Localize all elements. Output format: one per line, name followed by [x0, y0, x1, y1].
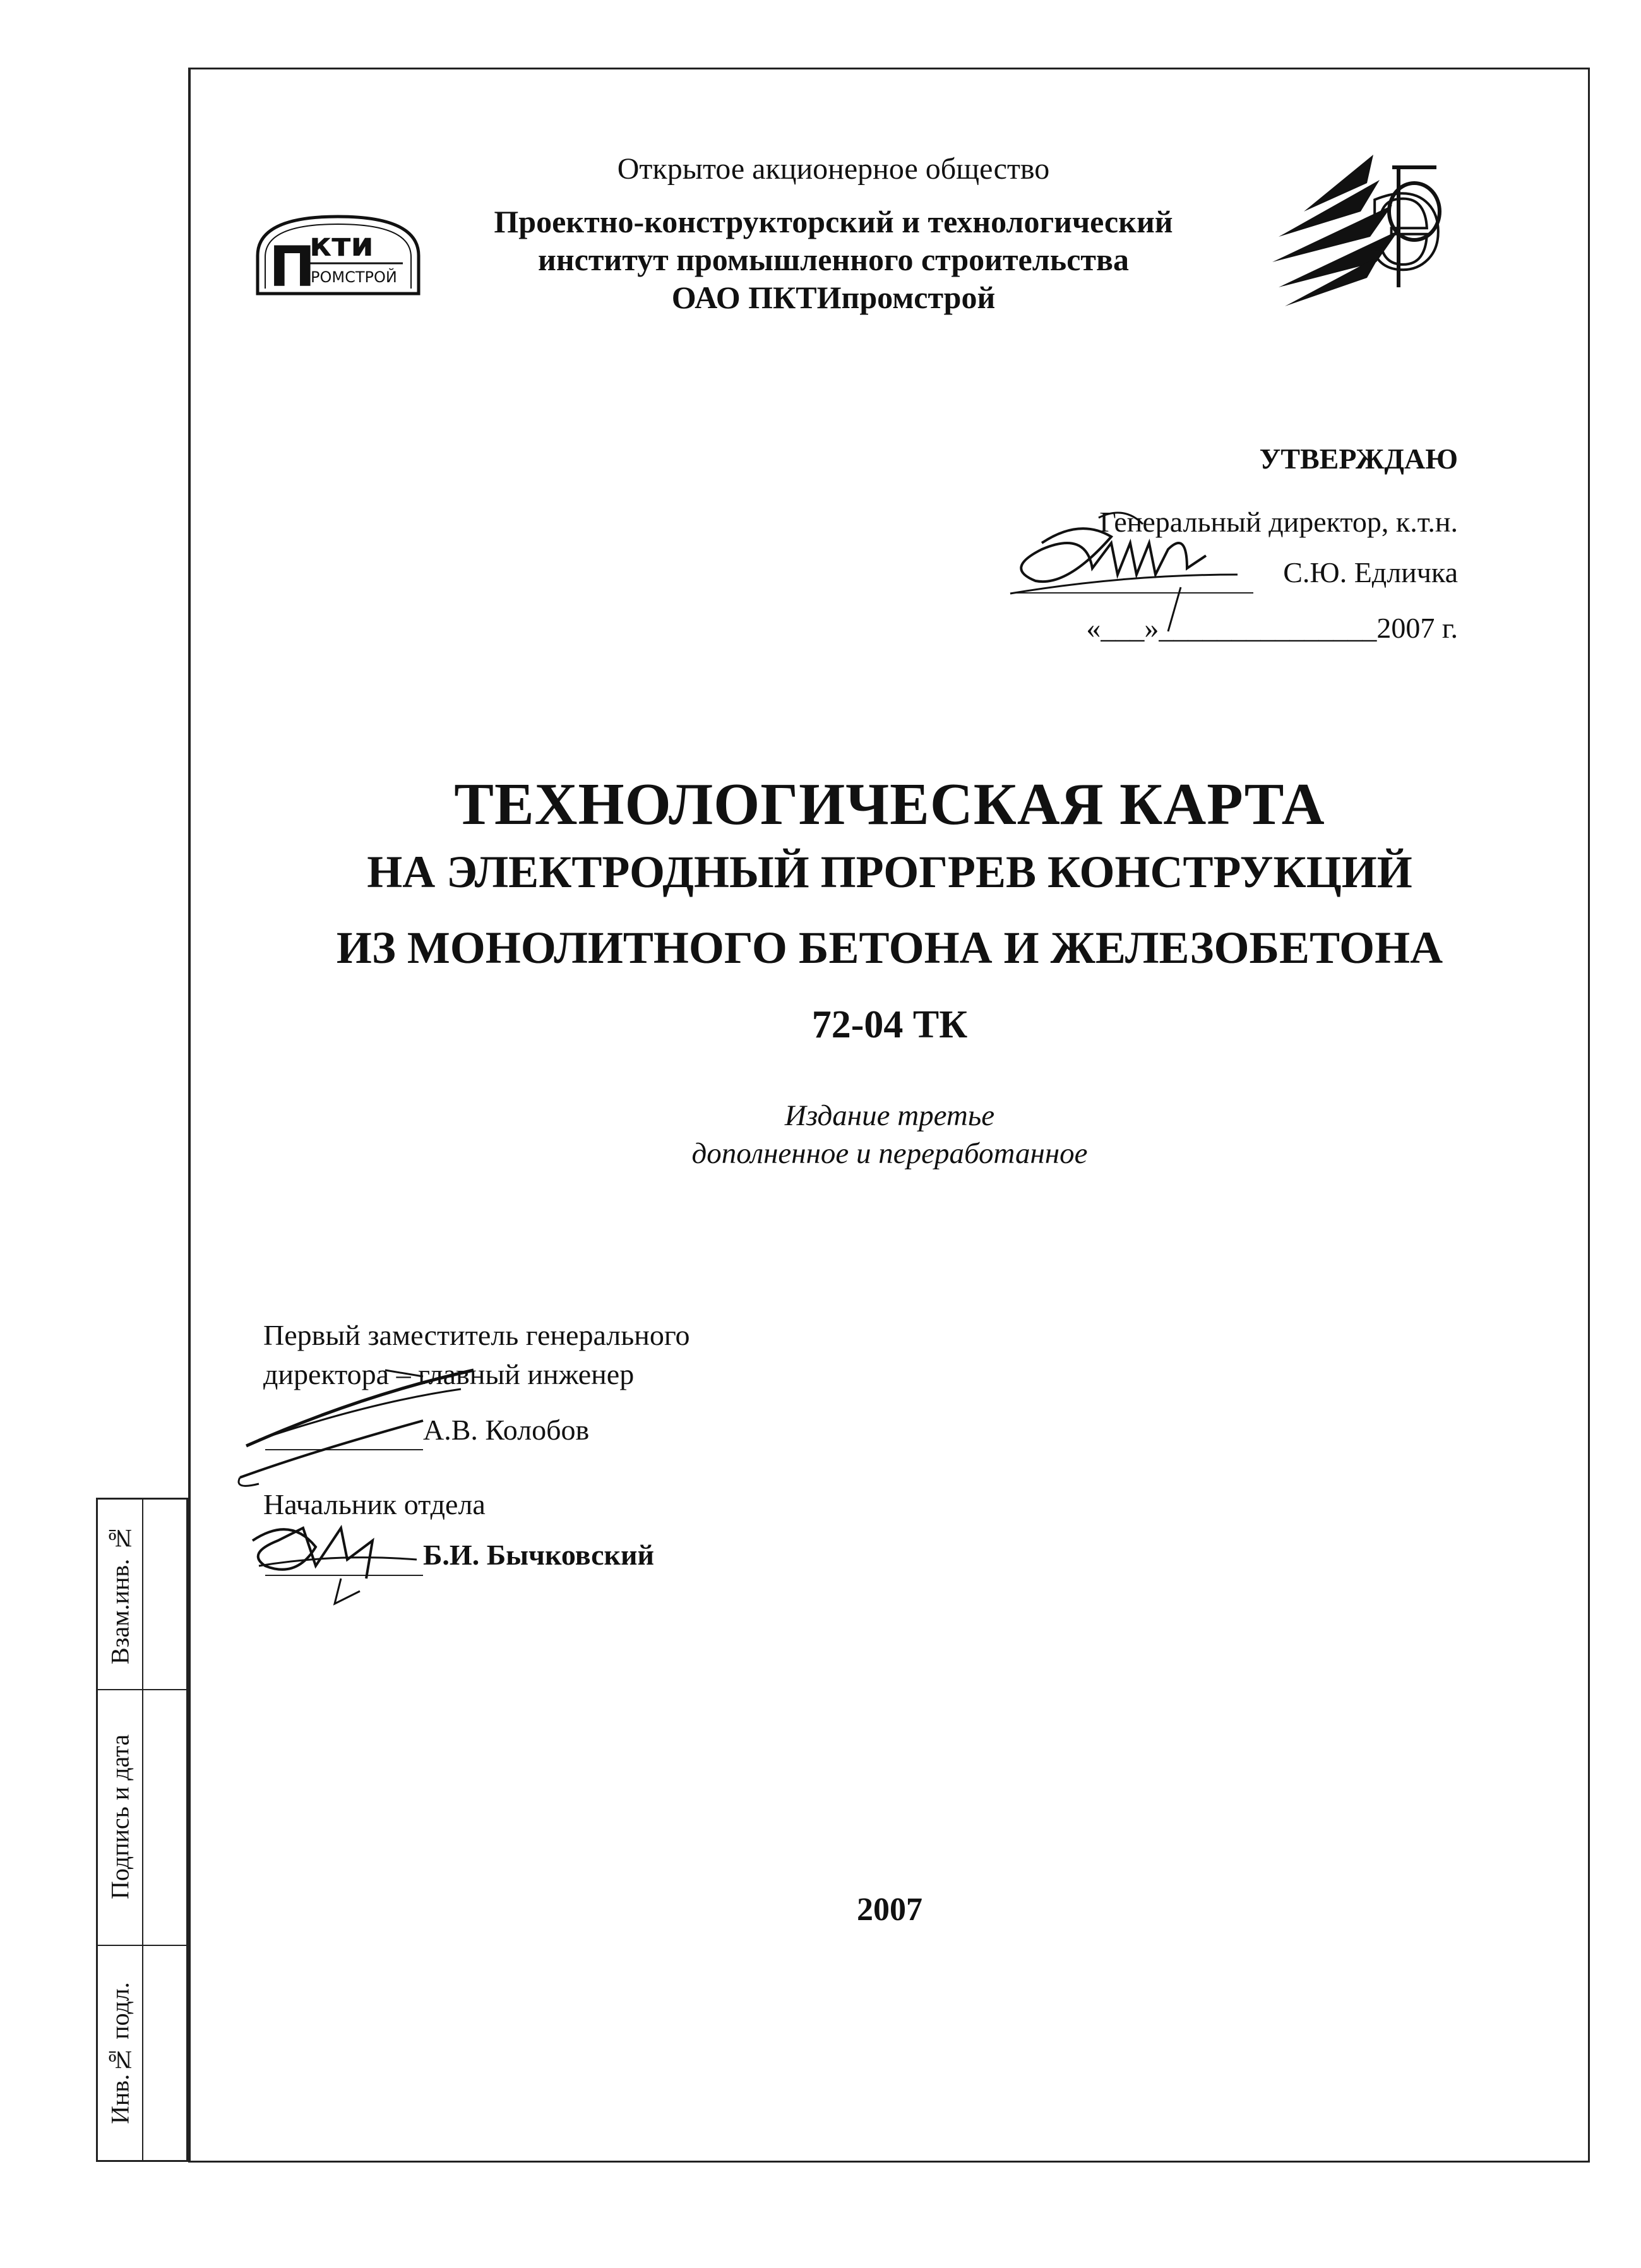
side-stamp-label-signature: Подпись и дата: [105, 1734, 134, 1900]
svg-text:Э: Э: [1367, 174, 1445, 292]
approval-title: УТВЕРЖДАЮ: [1259, 443, 1458, 475]
document-subtitle-2: ИЗ МОНОЛИТНОГО БЕТОНА И ЖЕЛЕЗОБЕТОНА: [336, 922, 1443, 973]
second-signatory-signature: [240, 1503, 442, 1616]
second-signatory-name: Б.И. Бычковский: [423, 1539, 655, 1571]
document-title: ТЕХНОЛОГИЧЕСКАЯ КАРТА: [454, 772, 1325, 837]
approver-position: Генеральный директор, к.т.н.: [1099, 506, 1458, 538]
document-year: 2007: [857, 1892, 922, 1928]
edition-line-2: дополненное и переработанное: [691, 1137, 1088, 1170]
svg-text:кти: кти: [309, 226, 374, 264]
institute-line-1: Проектно-конструкторский и технологический: [494, 204, 1173, 239]
side-stamp-label-original: Инв.№ подл.: [105, 1982, 134, 2125]
first-signatory-signature: [234, 1358, 499, 1503]
zb-logo: [1266, 142, 1455, 309]
side-stamp-label-replacement: Взам.инв. №: [105, 1524, 134, 1665]
pkti-logo: [251, 212, 425, 300]
first-signatory-position-2: директора – главный инженер: [263, 1358, 635, 1390]
second-signatory-position: Начальник отдела: [263, 1488, 486, 1520]
svg-text:П: П: [269, 234, 316, 299]
side-stamp-table: [96, 1498, 188, 2162]
org-type: Открытое акционерное общество: [617, 152, 1050, 186]
edition-line-1: Издание третье: [784, 1099, 995, 1132]
document-subtitle-1: НА ЭЛЕКТРОДНЫЙ ПРОГРЕВ КОНСТРУКЦИЙ: [367, 847, 1412, 897]
side-stamp-value-column: [142, 1500, 188, 2160]
approver-signature: [998, 480, 1275, 644]
document-code: 72-04 ТК: [811, 1003, 968, 1046]
approval-date-line: «___»_______________2007 г.: [1086, 612, 1458, 644]
approver-name: С.Ю. Едличка: [1283, 556, 1458, 588]
first-signatory-position-1: Первый заместитель генерального: [263, 1319, 690, 1351]
svg-text:РОМСТРОЙ: РОМСТРОЙ: [311, 268, 397, 286]
institute-line-2: институт промышленного строительства: [538, 242, 1129, 277]
first-signatory-name: А.В. Колобов: [423, 1414, 590, 1446]
institute-short-name: ОАО ПКТИпромстрой: [671, 280, 996, 315]
